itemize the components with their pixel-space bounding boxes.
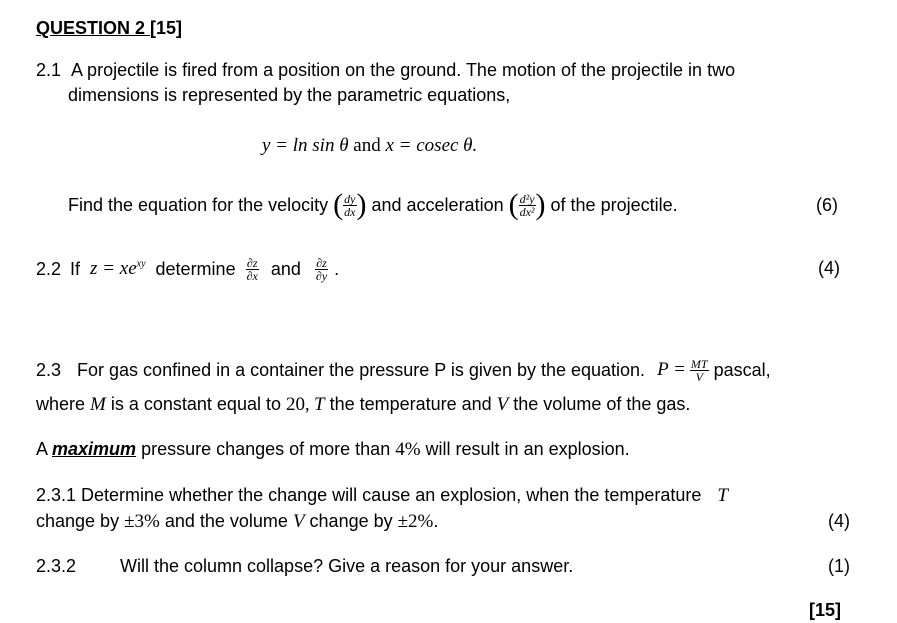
paren-open: ( <box>333 188 344 221</box>
q231-line2-pre: change by <box>36 511 125 531</box>
acceleration-fraction <box>519 193 536 218</box>
q231-text: 2.3.1 Determine whether the change will cause an explosion, when the temperature <box>36 485 702 505</box>
partial-z-x-den: ∂x <box>246 268 258 283</box>
value-pm2-percent: ±2% <box>397 511 434 532</box>
q21-line2: dimensions is represented by the parametric equations, <box>68 85 511 105</box>
q231-line2-mid: and the volume <box>159 511 293 531</box>
partial-z-y-den: ∂y <box>315 268 328 283</box>
q232-number: 2.3.2 <box>36 556 77 576</box>
q23-vol-text: the volume of the gas. <box>508 394 691 414</box>
q21-text-line1: A projectile is fired from a position on the ground. The motion of the projectile in two <box>71 60 736 80</box>
partial-z-y-num: ∂z <box>316 255 327 270</box>
q23-comma: , <box>304 394 314 414</box>
q22-determine: determine <box>155 258 236 279</box>
var-V: V <box>292 511 305 532</box>
maximum-emphasis: maximum <box>52 439 137 459</box>
q23-eq-unit: pascal, <box>708 359 771 380</box>
pressure-den: V <box>695 369 703 384</box>
q21-eq-x: x = cosec θ. <box>385 135 478 156</box>
q23-line2 <box>36 394 690 416</box>
var-M: M <box>90 394 106 415</box>
q22-marks: (4) <box>818 258 840 278</box>
var-T: T <box>313 394 325 415</box>
partial-z-x-num: ∂z <box>246 255 258 270</box>
partial-z-x-fraction <box>246 257 259 282</box>
q21-find-post: of the projectile. <box>545 194 678 215</box>
pressure-num: MT <box>690 356 708 371</box>
q21-eq-and: and <box>348 135 386 156</box>
q22-period: . <box>334 258 340 279</box>
q21-find-pre: Find the equation for the velocity <box>68 194 334 215</box>
q231-line2-mid2: change by <box>304 511 398 531</box>
q21-number: 2.1 <box>36 60 62 80</box>
q21-eq-y: y = ln sin θ <box>262 135 349 156</box>
velocity-den: dx <box>344 204 356 219</box>
question-total-marks: [15] <box>150 18 183 38</box>
value-twenty: 20 <box>285 394 305 415</box>
question-heading <box>36 18 182 39</box>
paren-close: ) <box>356 188 367 221</box>
partial-z-y-fraction <box>315 257 328 282</box>
var-V: V <box>496 394 509 415</box>
q231-marks: (4) <box>828 511 850 531</box>
acceleration-den: dx² <box>519 204 535 219</box>
q231-line1 <box>36 485 728 507</box>
q23-a-pre: A <box>36 439 53 459</box>
value-pm3-percent: ±3% <box>124 511 160 532</box>
paren-close: ) <box>535 188 546 221</box>
velocity-num: dy <box>344 191 356 206</box>
q23-temp-text: the temperature and <box>324 394 497 414</box>
velocity-fraction <box>343 193 356 218</box>
q22-number: 2.2 <box>36 258 62 279</box>
q21-find-mid: and acceleration <box>366 194 509 215</box>
q231-line2-end: . <box>433 511 439 531</box>
q22-expr-exponent: xy <box>136 258 146 270</box>
pressure-fraction <box>690 358 709 383</box>
q23-eq-lhs: P = <box>657 359 686 380</box>
q22-line <box>36 248 339 290</box>
q22-if: If <box>70 258 81 279</box>
q23-where: where <box>36 394 91 414</box>
q232-text: Will the column collapse? Give a reason for your answer. <box>120 556 574 576</box>
question-title: QUESTION 2 <box>36 18 151 38</box>
paren-open: ( <box>508 188 519 221</box>
q23-a-post: pressure changes of more than <box>136 439 396 459</box>
q22-expr <box>90 258 145 280</box>
q23-const-text: is a constant equal to <box>105 394 286 414</box>
q232-marks: (1) <box>828 556 850 576</box>
q21-line1 <box>36 60 735 81</box>
q22-expr-base: z = xe <box>90 258 137 279</box>
q231-line2 <box>36 511 438 533</box>
q23-number: 2.3 <box>36 359 62 380</box>
q21-find-line <box>68 183 678 227</box>
acceleration-num: d²y <box>519 191 535 206</box>
q21-marks: (6) <box>816 195 838 215</box>
q22-and: and <box>270 258 301 279</box>
value-four-percent: 4% <box>395 439 421 460</box>
q23-text1: For gas confined in a container the pressure P is given by the equation. <box>77 359 646 380</box>
q23-line3 <box>36 439 630 461</box>
q21-equations <box>262 135 477 157</box>
var-T: T <box>717 485 728 506</box>
q23-line1 <box>36 350 771 390</box>
q23-a-end: will result in an explosion. <box>420 439 630 459</box>
total-marks: [15] <box>809 600 842 620</box>
